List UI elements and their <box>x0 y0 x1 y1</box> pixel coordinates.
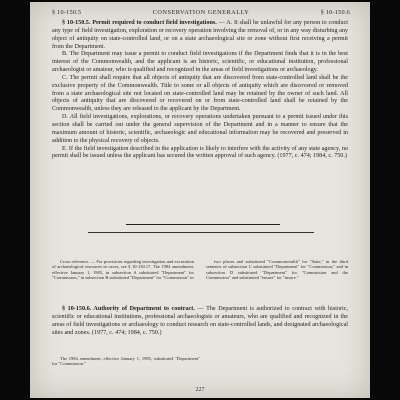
annotation-notes <box>52 259 348 282</box>
paragraph-c: C. The permit shall require that all objects of antiquity that are discovered from state-controlled land shall be the exclusive property of the Commonwealth. Title to some or all objects of antiquity which are discovered or removed from a state archaeological site not located on state-controlled land may be retained by the owner of such land. All objects of antiquity that are discovered or recovered on or from state-controlled land shall be retained by the Commonwealth, unless they are released to the applicant by the Department. <box>52 74 348 113</box>
header-left-section: § 10-150.5 <box>52 9 82 16</box>
paragraph-a <box>52 20 348 51</box>
running-header <box>52 9 350 19</box>
strikethrough-mark <box>126 224 280 225</box>
paragraph-b: B. The Department may issue a permit to conduct field investigations if the Department finds that it is in the best interest of the Commonwealth, and the applicant is an historic, scientific, or educational institution, professional archaeologist or amateur, who is qualified and recognized in the areas of field investigations or archaeology. <box>52 51 348 74</box>
notes-left-column <box>52 259 194 282</box>
section-10-150-6 <box>52 306 348 337</box>
amendment-note-2-text: The 1984 amendment, effective January 1, 1985, substituted "Department" for "Commission." <box>52 356 200 367</box>
document-page <box>30 2 370 398</box>
page-number: 227 <box>195 387 205 393</box>
header-right-section: § 10-150.6 <box>320 9 350 16</box>
section-heading: § 10-150.5. Permit required to conduct field investigations. <box>62 20 217 26</box>
underline-mark <box>88 232 314 233</box>
section-6-text: — The Department is authorized to contract with historic, scientific or educational institutions, professional archaeologists or amateurs, who are qualified and recognized in the areas of field investigations or archaeology to conduct research on state-controlled lands, and designated archaeological sites and zones. (1977, c. 474; 1984, c. 750.) <box>52 306 349 336</box>
cross-reference-note: Cross reference. — For provisions regarding investigation and excavation of archaeological resources in caves, see § 10-150.17. The 1984 amendment, effective January 1, 1985, in subsection A substituted "Department" for "Commission," in subsection B substituted "Department" for "Commission" in <box>52 259 194 281</box>
amendment-note-2 <box>52 356 200 367</box>
section-10-150-5 <box>52 20 348 161</box>
paragraph-a-text: — A. It shall be unlawful for any person to conduct any type of field investigation, exploration or recovery operation involving the removal of, or in any way disturbing any object of antiquity on state-controlled land, or on a state archaeological site or zone without first receiving a permit from the Department. <box>52 20 348 50</box>
paragraph-e: E. If the field investigation described in the application is likely to interfere with the activity of any state agency, no permit shall be issued unless the applicant has secured the written approval of such agency. (1977, c. 474; 1984, c. 750.) <box>52 145 348 160</box>
amendment-note-continued: two places and substituted "Commonwealth" for "State," in the third sentence of subsection C substituted "Department" for "Commission," and in subsection D substituted "Department" for "Commission and the Commission" and substituted "ensure" for "insure." <box>206 259 348 281</box>
paragraph-d: D. All field investigations, explorations, or recovery operations undertaken pursuant to a permit issued under this section shall be carried out under the general supervision of the Department and in a manner to ensure that the maximum amount of historic, scientific, archaeologic and educational information may be recovered and preserved in addition to the physical recovery of objects. <box>52 114 348 144</box>
header-title: CONSERVATION GENERALLY <box>152 9 250 16</box>
section-6-heading: § 10-150.6. Authority of Department to contract. <box>62 306 195 312</box>
section-6-paragraph <box>52 306 348 337</box>
notes-right-column <box>206 259 348 282</box>
